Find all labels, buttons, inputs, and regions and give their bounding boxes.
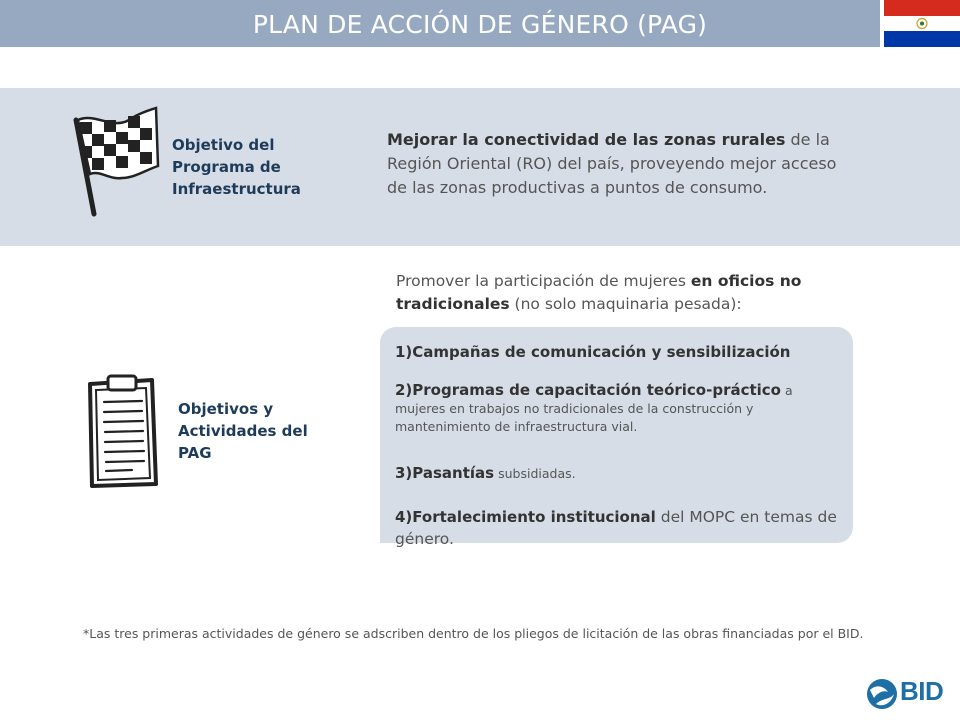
paraguay-flag-icon [884,0,960,47]
pag-intro-part2: (no solo maquinaria pesada): [509,295,742,313]
activity-4-bold: 4)Fortalecimiento institucional [395,508,656,526]
objective-label: Objetivo del Programa de Infraestructura [172,136,301,198]
pag-intro-part1: Promover la participación de mujeres [396,272,691,290]
activity-1-bold: 1)Campañas de comunicación y sensibilización [395,343,791,361]
bid-logo-text: BID [900,676,944,706]
activity-item-2 [395,381,845,436]
pag-intro-text [396,270,856,316]
objective-text-bold: Mejorar la conectividad de las zonas rurales [387,130,786,149]
footnote: *Las tres primeras actividades de género se adscriben dentro de los pliegos de licitación de las obras financiadas por el BID. [83,626,864,641]
clipboard-icon [82,374,162,490]
activity-3-bold: 3)Pasantías [395,464,495,482]
objective-text [387,128,847,200]
activity-3-rest: subsidiadas. [494,466,576,481]
pag-intro-bold: en oficios no tradicionales [396,272,802,313]
objective-text-rest: de la Región Oriental (RO) del país, proveyendo mejor acceso de las zonas productivas a puntos de consumo. [387,130,837,197]
pag-label: Objetivos y Actividades del PAG [178,400,308,462]
checkered-flag-icon [66,100,166,220]
page-title: PLAN DE ACCIÓN DE GÉNERO (PAG) [252,10,708,39]
activity-item-1 [395,341,845,363]
activity-item-3 [395,462,845,485]
activity-4-rest: del MOPC en temas de género. [395,508,837,548]
activity-2-bold: 2)Programas de capacitación teórico-práctico [395,381,781,399]
activity-2-rest: a mujeres en trabajos no tradicionales de la construcción y mantenimiento de infraestructura vial. [395,383,793,434]
activity-item-4 [395,506,845,550]
